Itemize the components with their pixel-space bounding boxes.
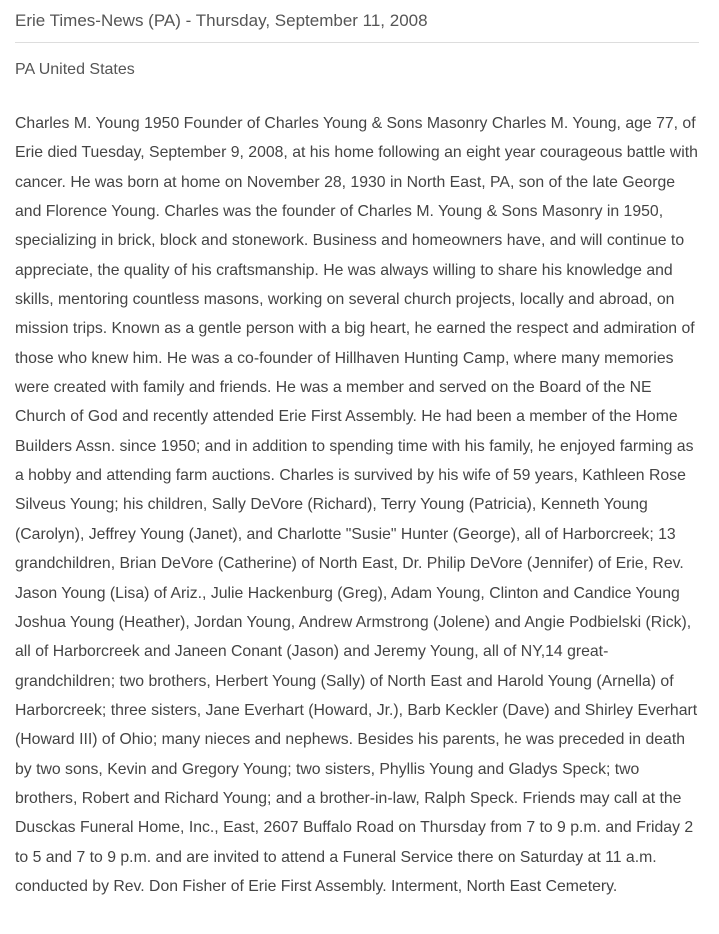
obituary-text: Charles M. Young 1950 Founder of Charles Young & Sons Masonry Charles M. Young, age 77, of Erie died Tuesday, September 9, 2008, at his home following an eight year courageous battle with cancer. He was born at home on November 28, 1930 in North East, PA, son of the late George and Florence Young. Charles was the founder of Charles M. Young & Sons Masonry in 1950, specializing in brick, block and stonework. Business and homeowners have, and will continue to appreciate, the quality of his craftsmanship. He was always willing to share his knowledge and skills, mentoring countless masons, working on several church projects, locally and abroad, on mission trips. Known as a gentle person with a big heart, he earned the respect and admiration of those who knew him. He was a co-founder of Hillhaven Hunting Camp, where many memories were created with family and friends. He was a member and served on the Board of the NE Church of God and recently attended Erie First Assembly. He had been a member of the Home Builders Assn. since 1950; and in addition to spending time with his family, he enjoyed farming as a hobby and attending farm auctions. Charles is survived by his wife of 59 years, Kathleen Rose Silveus Young; his children, Sally DeVore (Richard), Terry Young (Patricia), Kenneth Young (Carolyn), Jeffrey Young (Janet), and Charlotte "Susie" Hunter (George), all of Harborcreek; 13 grandchildren, Brian DeVore (Catherine) of North East, Dr. Philip DeVore (Jennifer) of Erie, Rev. Jason Young (Lisa) of Ariz., Julie Hackenburg (Greg), Adam Young, Clinton and Candice Young Joshua Young (Heather), Jordan Young, Andrew Armstrong (Jolene) and Angie Podbielski (Rick), all of Harborcreek and Janeen Conant (Jason) and Jeremy Young, all of NY,14 great-grandchildren; two brothers, Herbert Young (Sally) of North East and Harold Young (Arnella) of Harborcreek; three sisters, Jane Everhart (Howard, Jr.), Barb Keckler (Dave) and Shirley Everhart (Howard III) of Ohio; many nieces and nephews. Besides his parents, he was preceded in death by two sons, Kevin and Gregory Young; two sisters, Phyllis Young and Gladys Speck; two brothers, Robert and Richard Young; and a brother-in-law, Ralph Speck. Friends may call at the Dusckas Funeral Home, Inc., East, 2607 Buffalo Road on Thursday from 7 to 9 p.m. and Friday 2 to 5 and 7 to 9 p.m. and are invited to attend a Funeral Service there on Saturday at 11 a.m. conducted by Rev. Don Fisher of Erie First Assembly. Interment, North East Cemetery. (15, 115, 698, 895)
publication-source-date: Erie Times-News (PA) - Thursday, September 11, 2008 (15, 8, 699, 43)
location-label: PA United States (15, 61, 135, 78)
